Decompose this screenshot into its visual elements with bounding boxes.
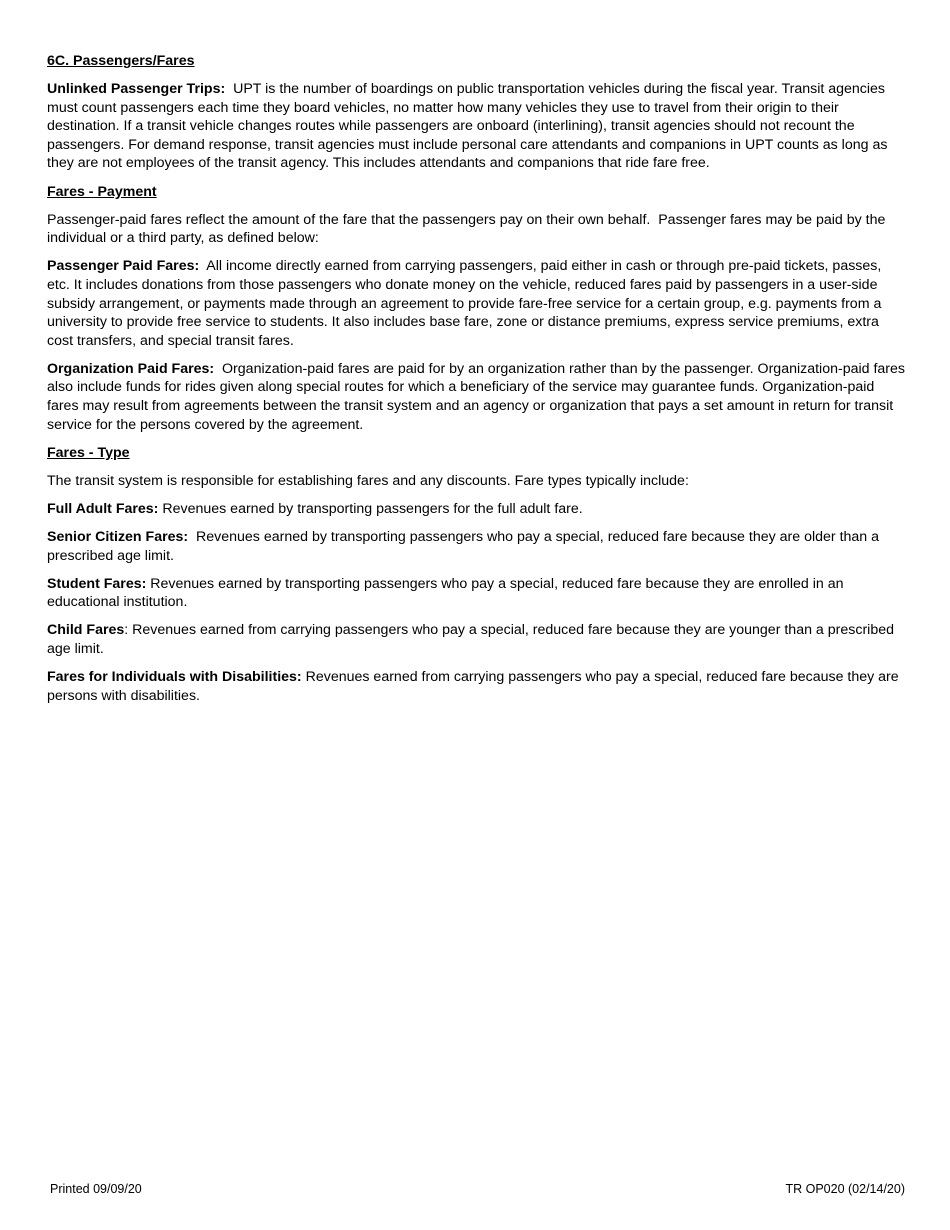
student-paragraph — [47, 575, 907, 612]
senior-term: Senior Citizen Fares: — [47, 528, 189, 545]
fares-type-intro: The transit system is responsible for establishing fares and any discounts. Fare types typically include: — [47, 472, 689, 489]
organization-paid-paragraph — [47, 360, 907, 434]
fares-type-heading: Fares - Type — [47, 444, 130, 461]
upt-term: Unlinked Passenger Trips: — [47, 81, 226, 98]
document-body — [47, 52, 907, 715]
disabilities-paragraph — [47, 668, 907, 705]
student-text: Revenues earned by transporting passengers who pay a special, reduced fare because they are enrolled in an educational institution. — [47, 575, 848, 611]
full-adult-term: Full Adult Fares: — [47, 500, 159, 517]
organization-paid-text: Organization-paid fares are paid for by an organization rather than by the passenger. Organization-paid fares also include funds for rides given along special routes for which a beneficiary of the service may guarantee funds. Organization-paid fares may result from agreements between the transit system and an agency or organization that pays a set amount in return for transit service for the persons covered by the agreement. — [47, 360, 909, 433]
organization-paid-term: Organization Paid Fares: — [47, 360, 215, 377]
disabilities-term: Fares for Individuals with Disabilities: — [47, 669, 302, 686]
disabilities-text: Revenues earned from carrying passengers who pay a special, reduced fare because they are persons with disabilities. — [47, 669, 903, 704]
child-text: : Revenues earned from carrying passengers who pay a special, reduced fare because they are younger than a prescribed age limit. — [47, 622, 898, 657]
section-title: 6C. Passengers/Fares — [47, 53, 195, 69]
full-adult-text: Revenues earned by transporting passengers for the full adult fare. — [158, 500, 583, 517]
fares-payment-intro: Passenger-paid fares reflect the amount of the fare that the passengers pay on their own behalf. Passenger fares may be paid by the individual or a third party, as defined below: — [47, 211, 890, 247]
senior-paragraph — [47, 528, 907, 565]
upt-paragraph — [47, 80, 907, 173]
child-term: Child Fares — [47, 622, 125, 639]
footer-form-id: TR OP020 (02/14/20) — [785, 1182, 905, 1196]
upt-text: UPT is the number of boardings on public transportation vehicles during the fiscal year. Transit agencies must count passengers each time they board vehicles, no matter how many vehicles they use to travel from their origin to their destination. If a transit vehicle changes routes while passengers are onboard (interlining), transit agencies should not recount the passengers. For demand response, transit agencies must include personal care attendants and companions in UPT counts as long as they are not employees of the transit agency. This includes attendants and companions that ride fare free. — [47, 81, 892, 172]
passenger-paid-paragraph — [47, 257, 907, 350]
footer-printed-date: Printed 09/09/20 — [50, 1182, 142, 1196]
senior-text: Revenues earned by transporting passengers who pay a special, reduced fare because they are older than a prescribed age limit. — [47, 528, 883, 564]
student-term: Student Fares: — [47, 575, 147, 592]
fares-payment-heading: Fares - Payment — [47, 183, 157, 200]
child-paragraph — [47, 621, 907, 658]
full-adult-paragraph — [47, 500, 907, 519]
passenger-paid-text: All income directly earned from carrying passengers, paid either in cash or through pre-paid tickets, passes, etc. It includes donations from those passengers who donate money on the vehicle, reduced fares paid by passengers in a user-side subsidy arrangement, or payments made through an agreement to provide fare-free service for a certain group, e.g. payments from a university to provide free service to students. It also includes base fare, zone or distance premiums, express service premiums, extra cost transfers, and special transit fares. — [47, 258, 886, 349]
passenger-paid-term: Passenger Paid Fares: — [47, 258, 200, 275]
